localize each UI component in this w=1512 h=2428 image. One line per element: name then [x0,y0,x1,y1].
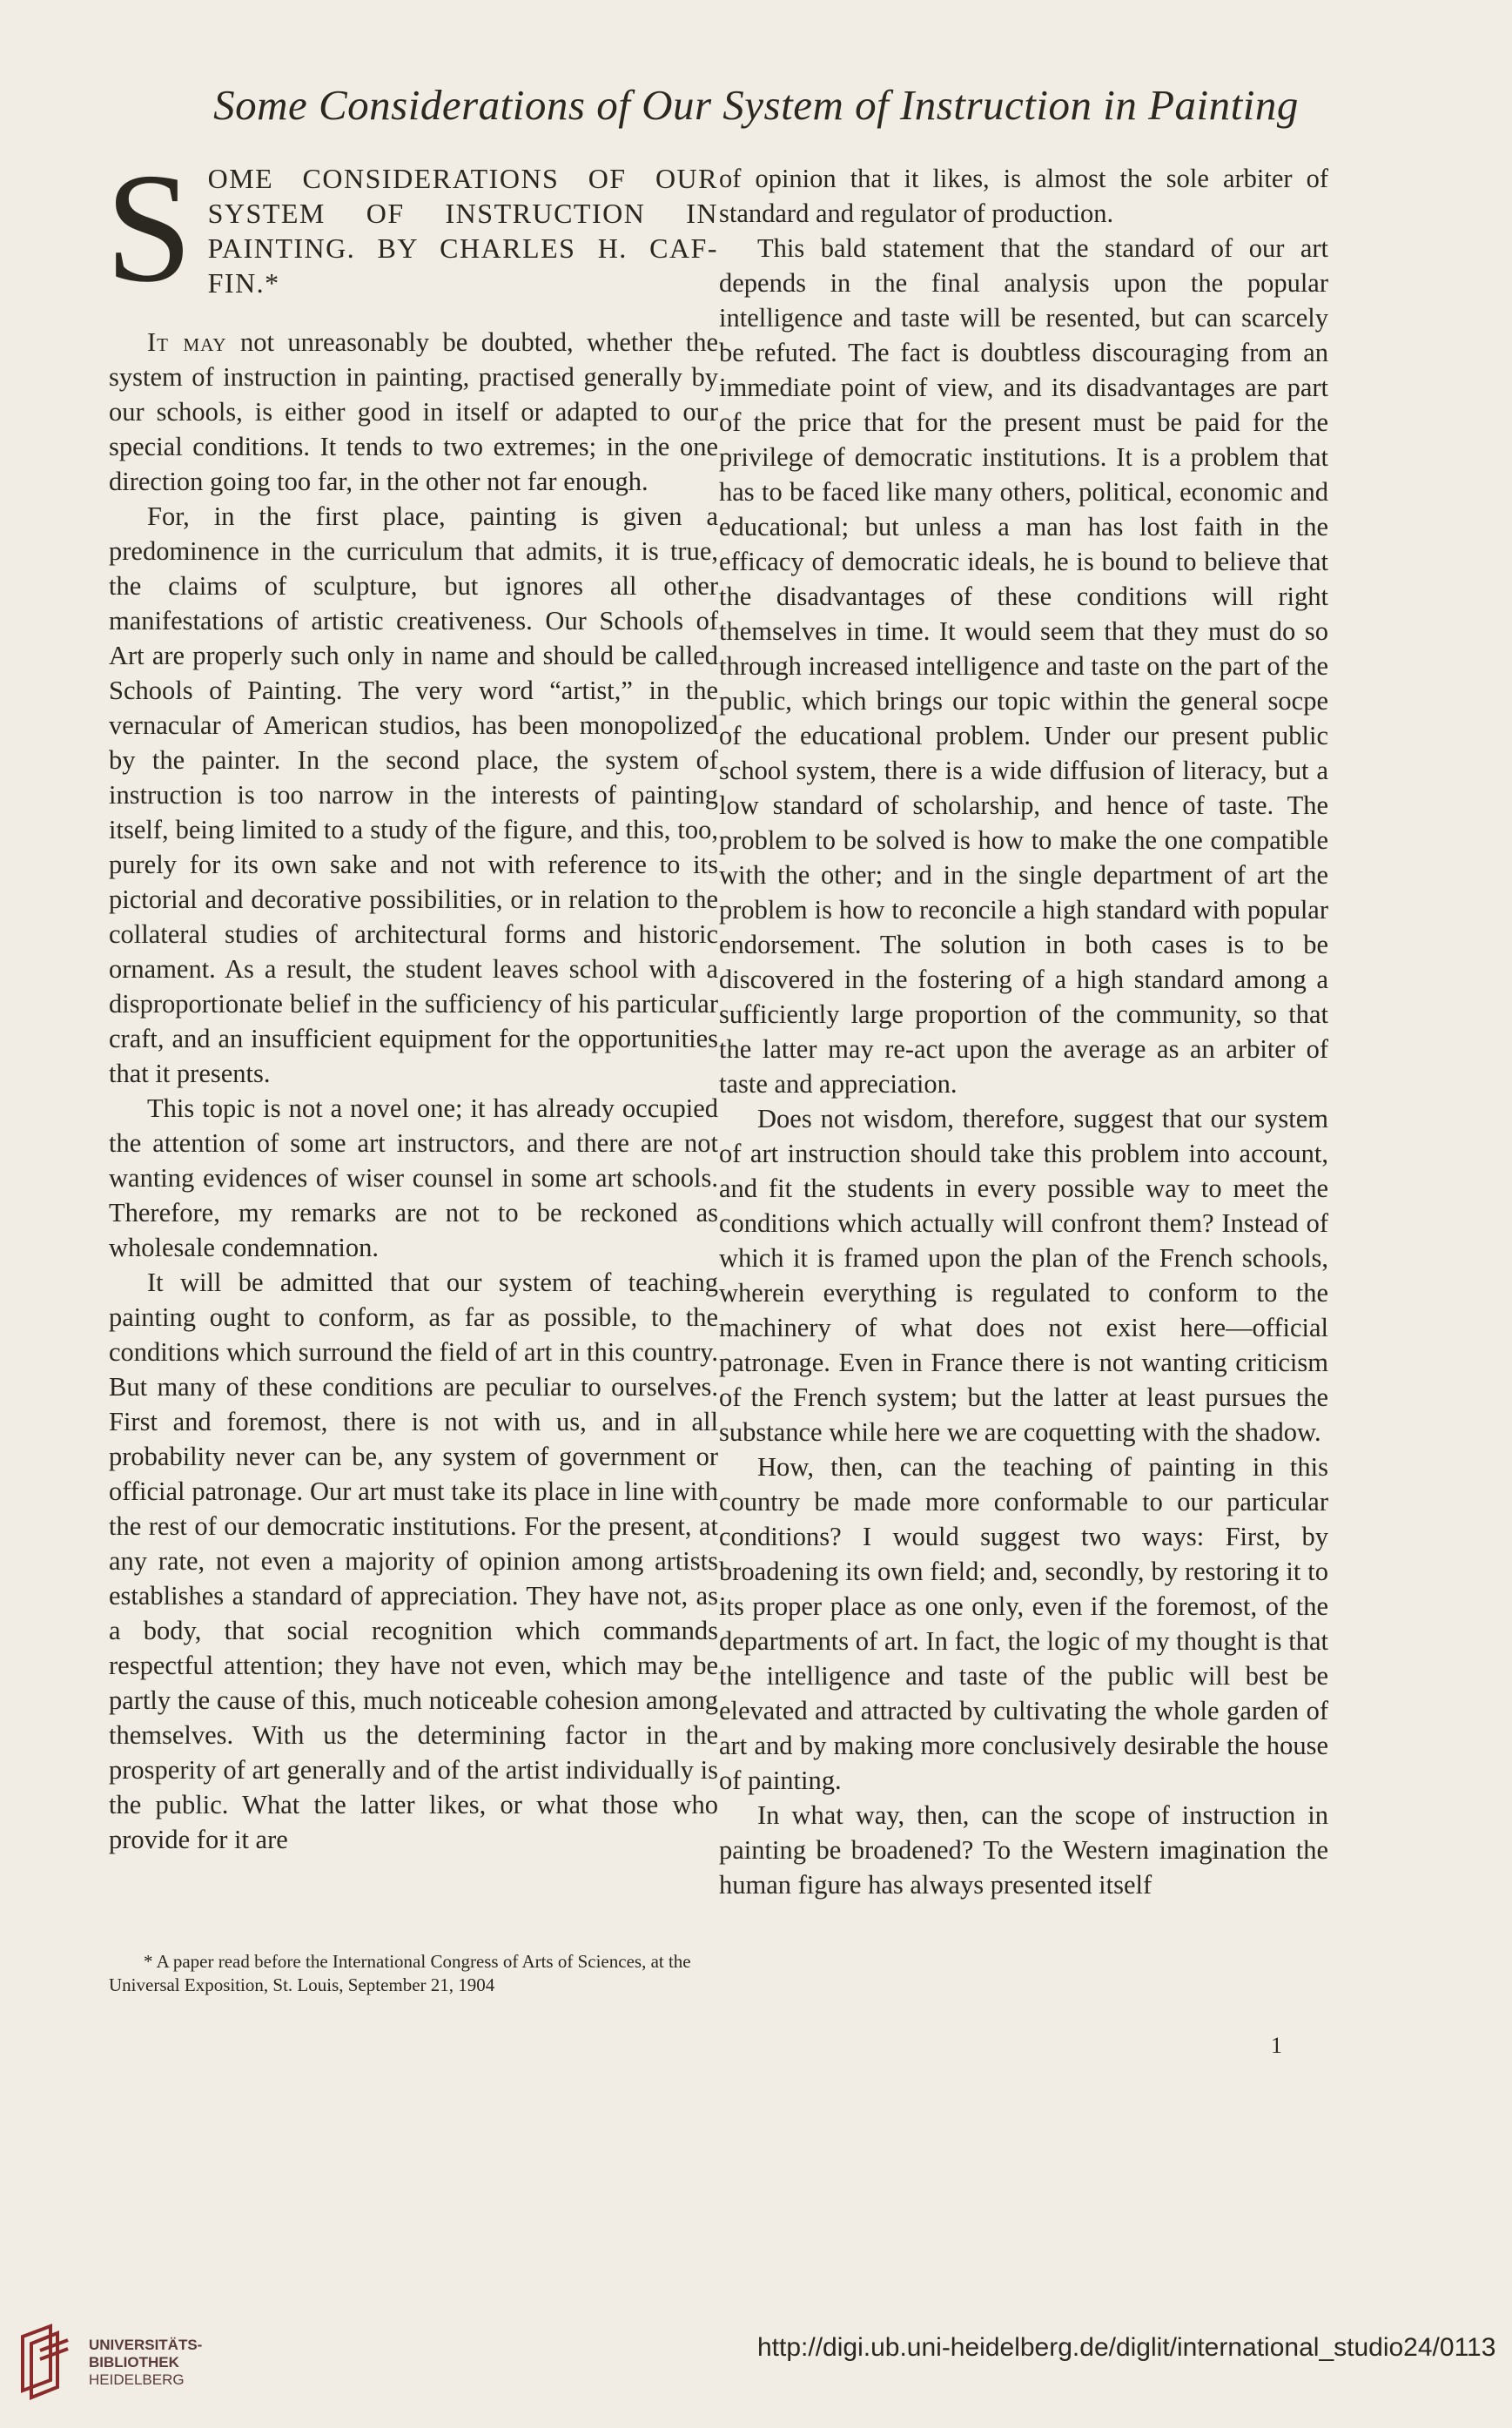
paragraph-8: How, then, can the teaching of painting in this country be made more conformable to our particular conditions? I would suggest two ways: First, by broadening its own field; and, secondly, by restoring it to its proper place as one only, even if the foremost, of the departments of art. In fact, the logic of my thought is that the intelligence and taste of the public will best be elevated and attracted by cultivating the whole garden of art and by making more conclusively desirable the house of painting. [719,1452,1328,1795]
paragraph-5: of opinion that it likes, is almost the sole arbiter of standard and regulator of production. [719,164,1328,228]
library-name [89,2337,202,2389]
digitization-footer [0,2295,1512,2428]
paragraph-9: In what way, then, can the scope of instruction in painting be broadened? To the Western imagination the human figure has always presented itself [719,1800,1328,1900]
library-name-line-2: BIBLIOTHEK [89,2354,179,2371]
library-name-line-1: UNIVERSITÄTS- [89,2337,203,2353]
paragraph-7: Does not wisdom, therefore, suggest that our system of art instruction should take this problem into account, and fit the students in every possible way to meet the conditions which actually will confront them? Instead of which it is framed upon the plan of the French schools, wherein everything is regulated to conform to the machinery of what does not exist here—official patronage. Even in France there is not wanting criticism of the French system; but the latter at least pursues the substance while here we are coquetting with the shadow. [719,1104,1328,1447]
left-column [105,141,718,1857]
paragraph-4: It will be admitted that our system of teaching painting ought to conform, as far as possible, to the conditions which surround the field of art in this country. But many of these conditions are peculiar to ourselves. First and foremost, there is not with us, and in all probability never can be, any system of government or official patronage. Our art must take its place in line with the rest of our democratic institutions. For the present, at any rate, not even a majority of opinion among artists establishes a standard of appreciation. They have not, as a body, that social recognition which commands respectful attention; they have not even, which may be partly the cause of this, much noticeable cohesion among themselves. With us the determining factor in the prosperity of art generally and of the artist individually is the public. What the latter likes, or what those who provide for it are [109,1268,718,1854]
article-heading-text: OME CONSIDERATIONS OF OUR SYSTEM OF INSTRUCTION IN PAINTING. BY CHARLES H. CAF- FIN.* [207,163,718,299]
drop-cap: S [105,141,194,314]
source-url-link[interactable]: http://digi.ub.uni-heidelberg.de/diglit/international_studio24/0113 [757,2333,1496,2362]
paragraph-2: For, in the first place, painting is given a predominence in the curriculum that admits, it is true, the claims of sculpture, but ignores all other manifestations of artistic creativeness. Our Schools of Art are properly such only in name and should be called Schools of Painting. The very word “artist,” in the vernacular of American studios, has been monopolized by the painter. In the second place, the system of instruction is too narrow in the interests of painting itself, being limited to a study of the figure, and this, too, purely for its own sake and not with reference to its pictorial and decorative possibilities, or in relation to the collateral studies of architectural forms and historic ornament. As a result, the student leaves school with a disproportionate belief in the sufficiency of his particular craft, and an insufficient equipment for the opportunities that it presents. [109,501,718,1088]
paragraph-6: This bald statement that the standard of our art depends in the final analysis upon the popular intelligence and taste will be resented, but can scarcely be refuted. The fact is doubtless discouraging from an immediate point of view, and its disadvantages are part of the price that for the present must be paid for the privilege of democratic institutions. It is a problem that has to be faced like many others, political, economic and educational; but unless a man has lost faith in the efficacy of democratic ideals, he is bound to believe that the disadvantages of these conditions will right themselves in time. It would seem that they must do so through increased intelligence and taste on the part of the public, which brings our topic within the general socpe of the educational problem. Under our present public school system, there is a wide diffusion of literacy, but a low standard of scholarship, and hence of taste. The problem to be solved is how to make the one compatible with the other; and in the single department of art the problem is how to reconcile a high standard with popular endorsement. The solution in both cases is to be discovered in the fostering of a high standard among a sufficiently large proportion of the community, so that the latter may re-act upon the average as an arbiter of taste and appreciation. [719,233,1328,1099]
library-logo-icon [16,2319,77,2403]
paragraph-1-lead: It may [147,327,227,357]
footnote: * A paper read before the International Congress of Arts of Sciences, at the Universal Exposition, St. Louis, September 21, 1904 [109,1951,691,1995]
paragraph-3: This topic is not a novel one; it has already occupied the attention of some art instructors, and there are not wanting evidences of wiser counsel in some art schools. Therefore, my remarks are not to be reckoned as wholesale condemnation. [109,1093,718,1262]
page-number: 1 [1271,2033,1282,2058]
right-column [719,161,1328,1902]
paragraph-1-text: not unreasonably be doubted, whether the system of instruction in painting, practised generally by our schools, is either good in itself or adapted to our special conditions. It tends to two extremes; in the one direction going too far, in the other not far enough. [109,327,718,496]
library-name-line-3: HEIDELBERG [89,2371,185,2388]
paragraph-1 [109,325,718,499]
running-title: Some Considerations of Our System of Instruction in Painting [213,81,1299,129]
article-heading [105,141,718,314]
